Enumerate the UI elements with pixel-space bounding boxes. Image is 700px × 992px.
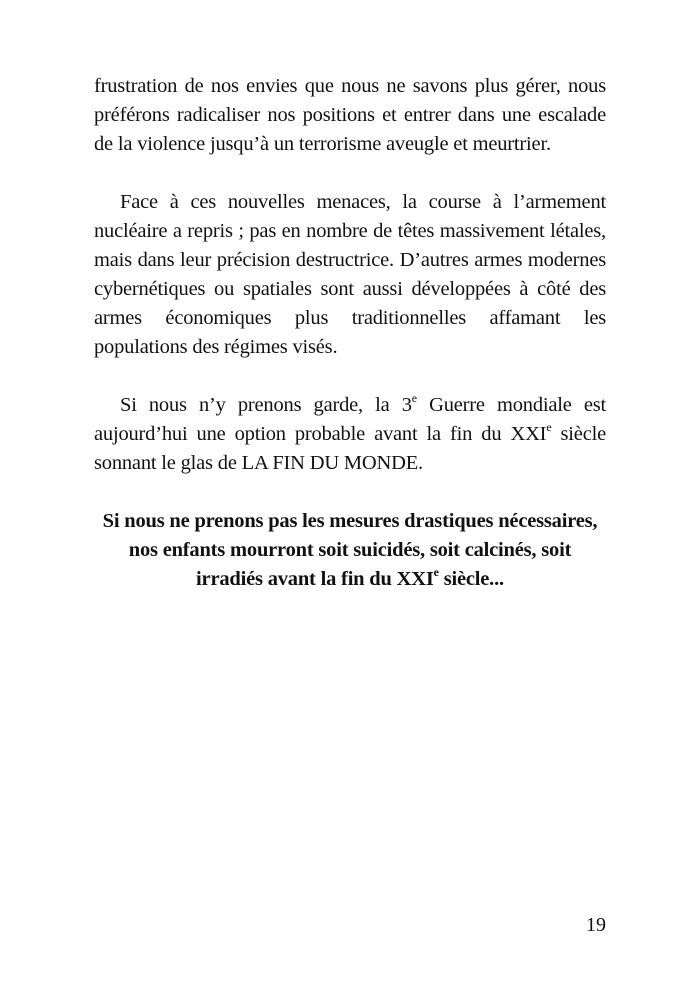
emphasis-superscript: e — [433, 565, 439, 580]
superscript-ordinal: e — [411, 391, 417, 406]
page-content — [94, 72, 606, 594]
paragraph-3-text-1: Si nous n’y prenons garde, la 3 — [120, 394, 412, 416]
emphasis-line-3-text-2: siècle... — [438, 568, 504, 590]
paragraph-3-text-2: Guerre mondiale est aujourd’hui une option probable avant la fin du XXI — [94, 394, 606, 445]
superscript-century: e — [546, 420, 552, 435]
emphasis-line-3 — [94, 565, 606, 594]
emphasis-line-1: Si nous ne prenons pas les mesures drastiques nécessaires, — [102, 510, 598, 532]
paragraph-3-text-3: siècle sonnant le glas de LA FIN DU MONDE. — [94, 423, 606, 474]
emphasis-block — [94, 507, 606, 594]
paragraph-2: Face à ces nouvelles menaces, la course à l’armement nucléaire a repris ; pas en nombre de têtes massivement létales, mais dans leur précision destructrice. D’autres armes modernes cybernétiques ou spatiales sont aussi développées à côté des armes économiques plus traditionnelles affamant les populations des régimes visés. — [94, 191, 606, 358]
page-number: 19 — [586, 914, 606, 936]
paragraph-3 — [94, 391, 606, 478]
emphasis-line-2: nos enfants mourront soit suicidés, soit calcinés, soit — [128, 539, 572, 561]
emphasis-line-3-text-1: irradiés avant la fin du XXI — [196, 568, 434, 590]
paragraph-1: frustration de nos envies que nous ne savons plus gérer, nous préférons radicaliser nos positions et entrer dans une escalade de la violence jusqu’à un terrorisme aveugle et meurtrier. — [94, 75, 606, 155]
